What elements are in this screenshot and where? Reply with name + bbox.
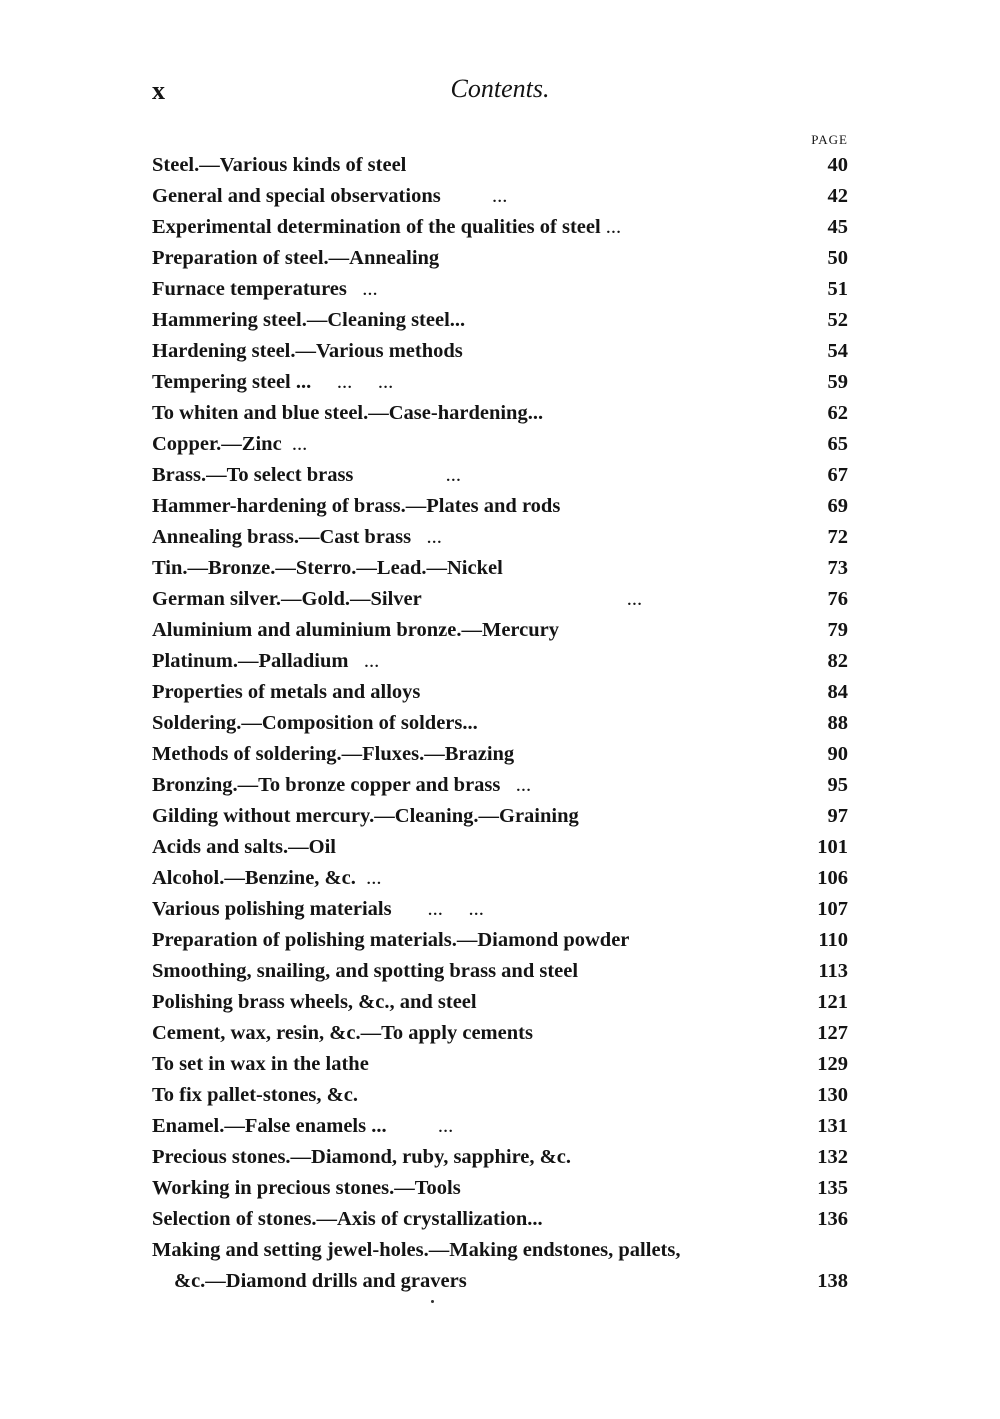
toc-entry: Soldering.—Composition of solders... 88 (152, 708, 848, 739)
toc-page: 113 (818, 960, 848, 982)
toc-page: 67 (827, 464, 848, 486)
toc-page: 106 (817, 867, 848, 889)
toc-page: 84 (827, 681, 848, 703)
toc-entry: Cement, wax, resin, &c.—To apply cements 127 (152, 1018, 848, 1049)
toc-page: 40 (827, 154, 848, 176)
toc-entry: Brass.—To select brass ... 67 (152, 460, 848, 491)
toc-entry: Working in precious stones.—Tools 135 (152, 1173, 848, 1204)
toc-page: 65 (827, 433, 848, 455)
toc-page: 76 (827, 588, 848, 610)
toc-page: 73 (827, 557, 848, 579)
toc-entry: To set in wax in the lathe 129 (152, 1049, 848, 1080)
toc-page: 51 (827, 278, 848, 300)
toc-entry: Steel.—Various kinds of steel 40 (152, 150, 848, 181)
page-number: x (152, 76, 165, 105)
toc-page: 79 (827, 619, 848, 641)
toc-entry: Alcohol.—Benzine, &c. ... 106 (152, 863, 848, 894)
toc-entry: Aluminium and aluminium bronze.—Mercury 79 (152, 615, 848, 646)
toc-page: 52 (827, 309, 848, 331)
toc-entry: Annealing brass.—Cast brass ... 72 (152, 522, 848, 553)
toc-page: 45 (827, 216, 848, 238)
toc-entry: Copper.—Zinc ... 65 (152, 429, 848, 460)
toc-page: 42 (827, 185, 848, 207)
toc-entry: Acids and salts.—Oil 101 (152, 832, 848, 863)
toc-entry-final (152, 1235, 848, 1297)
toc-page: 121 (817, 991, 848, 1013)
toc-entry: To fix pallet-stones, &c. 130 (152, 1080, 848, 1111)
toc-page: 54 (827, 340, 848, 362)
toc-page: 129 (817, 1053, 848, 1075)
toc-entry: Experimental determination of the qualities of steel ... 45 (152, 212, 848, 243)
print-speck (431, 1300, 434, 1303)
toc-entry: Tin.—Bronze.—Sterro.—Lead.—Nickel 73 (152, 553, 848, 584)
toc-page: 110 (818, 929, 848, 951)
toc-entry: Gilding without mercury.—Cleaning.—Graining 97 (152, 801, 848, 832)
toc-page: 90 (827, 743, 848, 765)
toc-entry-line1: Making and setting jewel-holes.—Making endstones, pallets, (152, 1239, 681, 1261)
toc-entry: Selection of stones.—Axis of crystallization... 136 (152, 1204, 848, 1235)
toc-entry: Smoothing, snailing, and spotting brass and steel 113 (152, 956, 848, 987)
toc-entry: General and special observations ... 42 (152, 181, 848, 212)
toc-page: 130 (817, 1084, 848, 1106)
toc-entry: Furnace temperatures ... 51 (152, 274, 848, 305)
toc-entry: Hardening steel.—Various methods 54 (152, 336, 848, 367)
toc-entry: Polishing brass wheels, &c., and steel 121 (152, 987, 848, 1018)
toc-entry: Hammering steel.—Cleaning steel... 52 (152, 305, 848, 336)
toc-entry-line2: &c.—Diamond drills and gravers (174, 1270, 467, 1292)
toc-entry: Tempering steel ... ... ... 59 (152, 367, 848, 398)
toc-entry: Various polishing materials ... ... 107 (152, 894, 848, 925)
toc-entry: Properties of metals and alloys 84 (152, 677, 848, 708)
toc-page: 138 (817, 1270, 848, 1292)
toc-entry: Platinum.—Palladium ... 82 (152, 646, 848, 677)
toc-entry: Bronzing.—To bronze copper and brass ... 95 (152, 770, 848, 801)
toc-entry: Hammer-hardening of brass.—Plates and rods 69 (152, 491, 848, 522)
toc-page: 62 (827, 402, 848, 424)
toc-page: 97 (827, 805, 848, 827)
toc-page: 107 (817, 898, 848, 920)
toc-page: 101 (817, 836, 848, 858)
toc-page: 131 (817, 1115, 848, 1137)
page-title: Contents. (450, 74, 550, 103)
toc-page: 69 (827, 495, 848, 517)
toc-page: 72 (827, 526, 848, 548)
toc-entry: Precious stones.—Diamond, ruby, sapphire, &c. 132 (152, 1142, 848, 1173)
table-of-contents (152, 150, 848, 1297)
toc-page: 59 (827, 371, 848, 393)
toc-page: 135 (817, 1177, 848, 1199)
toc-page: 95 (827, 774, 848, 796)
toc-page: 50 (827, 247, 848, 269)
toc-entry: Enamel.—False enamels ... ... 131 (152, 1111, 848, 1142)
toc-entry: German silver.—Gold.—Silver ... 76 (152, 584, 848, 615)
toc-entry: Preparation of polishing materials.—Diamond powder 110 (152, 925, 848, 956)
page-column-label: PAGE (811, 132, 848, 147)
toc-page: 82 (827, 650, 848, 672)
toc-page: 127 (817, 1022, 848, 1044)
toc-page: 132 (817, 1146, 848, 1168)
toc-entry: Methods of soldering.—Fluxes.—Brazing 90 (152, 739, 848, 770)
toc-page: 88 (827, 712, 848, 734)
toc-page: 136 (817, 1208, 848, 1230)
toc-entry: To whiten and blue steel.—Case-hardening... 62 (152, 398, 848, 429)
toc-entry: Preparation of steel.—Annealing 50 (152, 243, 848, 274)
